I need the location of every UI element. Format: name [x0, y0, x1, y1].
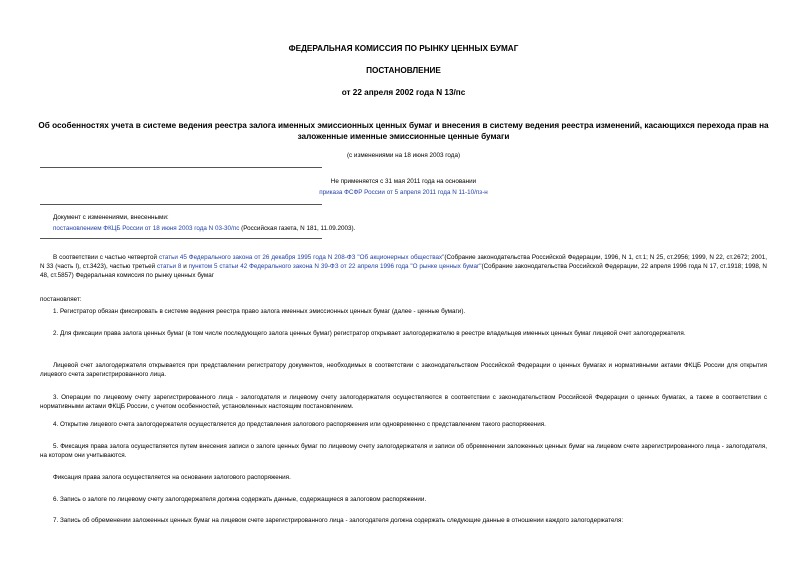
- law-208-link[interactable]: статьи 45 Федерального закона от 26 декабря 1995 года N 208-ФЗ "Об акционерных обществах": [158, 254, 445, 261]
- article-8-link[interactable]: статьи 8: [156, 263, 182, 271]
- paragraph-4: 4. Открытие лицевого счета залогодержателя осуществляется до представления залогового распоряжения или одновременно с представлением такого распоряжения.: [53, 421, 546, 428]
- divider: [40, 238, 322, 239]
- paragraph-3: 3. Операции по лицевому счету зарегистрированного лица - залогодателя и лицевому счету залогодержателя осуществляются в соответствии с законодательством Российской Федерации о ценных бумагах, а также в соответствии с нормативными актами ФКЦБ России, с учетом особенностей, установленных настоящим постановлением.: [40, 394, 767, 411]
- changes-link[interactable]: постановлением ФКЦБ России от 18 июня 2003 года N 03-30/пс: [53, 225, 240, 232]
- document-type: ПОСТАНОВЛЕНИЕ: [366, 66, 441, 75]
- paragraph-7: 7. Запись об обременении заложенных ценных бумаг на лицевом счете зарегистрированного лица - залогодателя должна содержать следующие данные в отношении каждого залогодержателя:: [53, 517, 624, 524]
- resolves-line: постановляет:: [40, 296, 82, 303]
- paragraph-1: 1. Регистратор обязан фиксировать в системе ведения реестра право залога именных эмиссионных ценных бумаг (далее - ценные бумаги).: [53, 308, 466, 315]
- preamble-text: (Собрание законодательства Российской Федерации, 1996, N 1, ст.1; N 25, ст.2956; 1999, N 22, ст.2672; 2001, N 33 (часть I), ст.3423), частью третьей: [40, 254, 767, 271]
- changes-line: [53, 224, 753, 233]
- law-39-link[interactable]: пунктом 5 статьи 42 Федерального закона N 39-ФЗ от 22 апреля 1996 года "О рынке ценных бумаг": [188, 263, 482, 271]
- paragraph-6: 6. Запись о залоге по лицевому счету залогодержателя должна содержать данные, содержащиеся в залоговом распоряжении.: [53, 496, 427, 503]
- paragraph-2-continued: Лицевой счет залогодержателя открывается при представлении регистратору документов, необходимых в соответствии с законодательством Российской Федерации о ценных бумагах и нормативными актами ФКЦБ России для открытия лицевого счета зарегистрированного лица.: [40, 362, 767, 379]
- status-note-line: Не применяется с 31 мая 2011 года на основании: [330, 178, 477, 185]
- document-date-number: от 22 апреля 2002 года N 13/пс: [341, 88, 466, 97]
- preamble-text: В соответствии с частью четвертой: [53, 254, 159, 261]
- status-note-link[interactable]: приказа ФСФР России от 5 апреля 2011 года N 11-10/пз-н: [319, 189, 488, 196]
- paragraph-5: 5. Фиксация права залога осуществляется путем внесения записи о залоге ценных бумаг по лицевому счету залогодержателя и записи об обременении заложенных ценных бумаг на лицевом счете зарегистрированного лица - залогодателя, на котором они учитываются.: [40, 443, 767, 460]
- changes-heading: Документ с изменениями, внесенными:: [53, 214, 169, 221]
- changes-suffix: (Российская газета, N 181, 11.09.2003).: [239, 225, 356, 232]
- divider: [40, 167, 322, 168]
- amendment-note: (с изменениями на 18 июня 2003 года): [346, 152, 461, 159]
- divider: [40, 204, 322, 205]
- preamble: [40, 253, 767, 281]
- paragraph-2: 2. Для фиксации права залога ценных бумаг (в том числе последующего залога ценных бумаг) регистратор открывает залогодержателю в реестре владельцев именных ценных бумаг лицевой счет залогодержателя.: [53, 330, 686, 337]
- preamble-text: (Собрание законодательства Российской Федерации, 22 апреля 1996 года N 17, ст.1918; 1998, N 48, ст.5857) Федеральная комиссия по рынку ценных бумаг: [40, 263, 767, 280]
- paragraph-5-continued: Фиксация права залога осуществляется на основании залогового распоряжения.: [53, 474, 291, 481]
- agency-name: ФЕДЕРАЛЬНАЯ КОМИССИЯ ПО РЫНКУ ЦЕННЫХ БУМАГ: [288, 44, 519, 53]
- document-title: Об особенностях учета в системе ведения реестра залога именных эмиссионных ценных бумаг и внесения в систему ведения реестра изменений, касающихся перехода прав на заложенные именные эмиссионные ценные бумаги: [38, 121, 769, 141]
- preamble-text: и: [181, 263, 189, 271]
